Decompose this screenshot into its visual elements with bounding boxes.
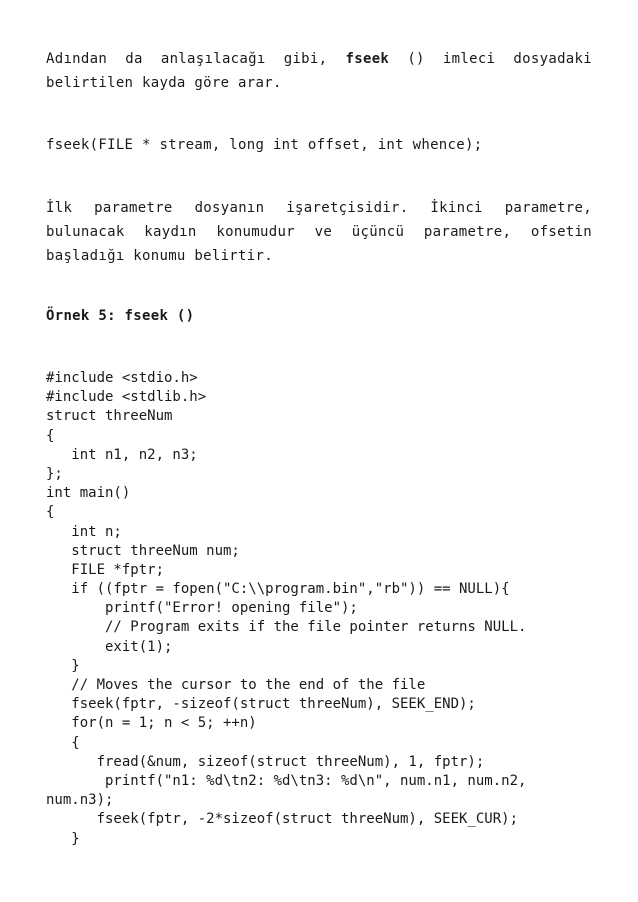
code-line: { — [46, 504, 55, 521]
code-line: int n1, n2, n3; — [46, 446, 198, 463]
code-line: #include <stdio.h> — [46, 370, 198, 386]
code-line: // Program exits if the file pointer returns NULL. — [46, 619, 527, 636]
code-line: { — [46, 427, 55, 444]
code-line: fread(&num, sizeof(struct threeNum), 1, fptr); — [46, 753, 485, 770]
code-line: struct threeNum num; — [46, 542, 240, 559]
code-line: int n; — [46, 523, 122, 540]
code-line: FILE *fptr; — [46, 561, 165, 578]
code-line: printf("n1: %d\tn2: %d\tn3: %d\n", num.n1, num.n2, — [46, 772, 527, 789]
code-line: if ((fptr = fopen("C:\\program.bin","rb")) == NULL){ — [46, 581, 510, 598]
intro-text-after: () imleci dosyadaki belirtilen kayda göre arar. — [46, 51, 592, 91]
code-line: printf("Error! opening file"); — [46, 600, 358, 617]
code-line: fseek(fptr, -2*sizeof(struct threeNum), SEEK_CUR); — [46, 811, 519, 828]
code-block — [46, 369, 606, 849]
code-line: } — [46, 657, 80, 674]
code-line: int main() — [46, 485, 131, 502]
code-line: num.n3); — [46, 792, 114, 809]
intro-keyword: fseek — [345, 51, 390, 67]
code-line: for(n = 1; n < 5; ++n) — [46, 715, 257, 732]
code-line: fseek(fptr, -sizeof(struct threeNum), SEEK_END); — [46, 696, 476, 713]
intro-text-before: Adından da anlaşılacağı gibi, — [46, 51, 346, 67]
example-title: Örnek 5: fseek () — [46, 308, 195, 324]
function-signature: fseek(FILE * stream, long int offset, int whence); — [46, 137, 483, 153]
code-line: } — [46, 830, 80, 847]
code-line: struct threeNum — [46, 408, 173, 425]
code-line: // Moves the cursor to the end of the file — [46, 677, 426, 693]
code-line: }; — [46, 465, 63, 482]
code-line: exit(1); — [46, 638, 173, 655]
code-line: { — [46, 734, 80, 751]
intro-paragraph — [46, 47, 592, 95]
params-paragraph: İlk parametre dosyanın işaretçisidir. İkinci parametre, bulunacak kaydın konumudur ve üçüncü parametre, ofsetin başladığı konumu belirtir. — [46, 200, 592, 264]
code-line: #include <stdlib.h> — [46, 389, 207, 406]
